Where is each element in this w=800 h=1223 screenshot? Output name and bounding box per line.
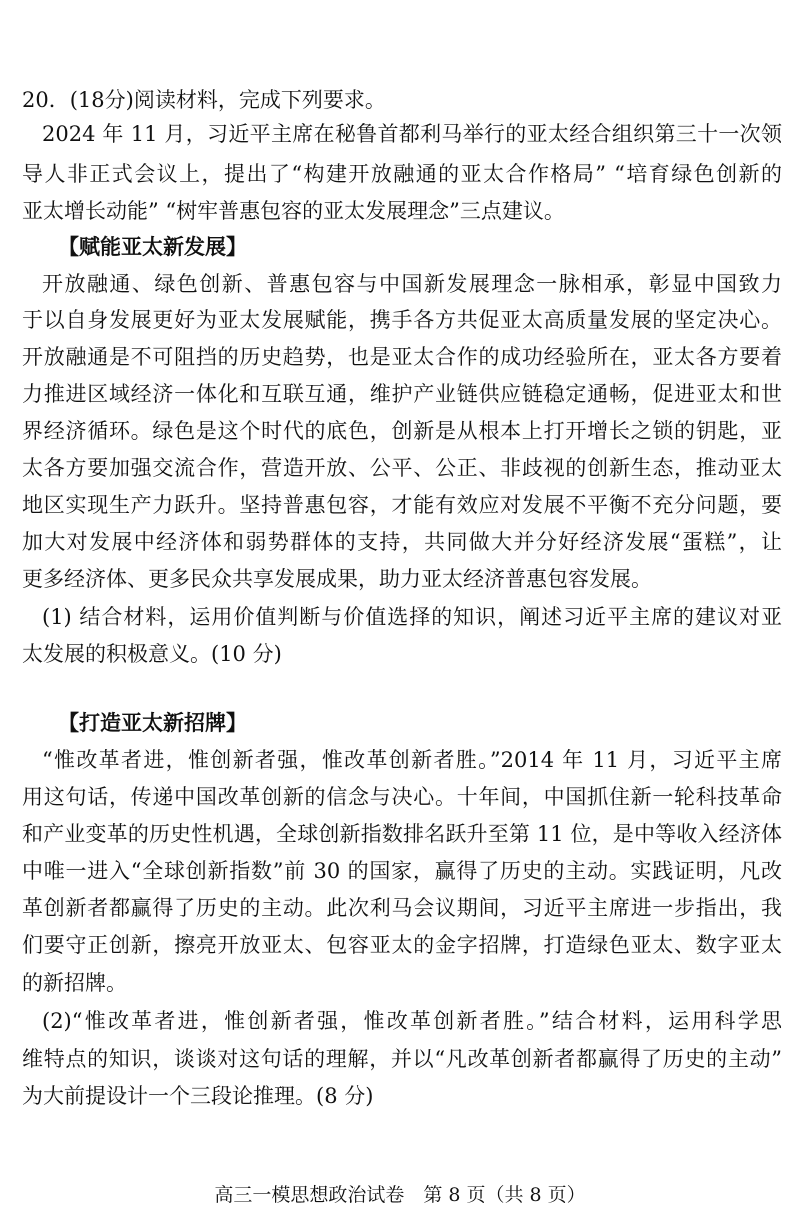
intro-line: 2024 年 11 月，习近平主席在秘鲁首都利马举行的亚太经合组织第三十一次领 [42,122,782,146]
material-line: 更多经济体、更多民众共享发展成果，助力亚太经济普惠包容发展。 [22,567,652,591]
material-line: 太各方要加强交流合作，营造开放、公平、公正、非歧视的创新生态，推动亚太 [22,456,782,480]
material-line: 的新招牌。 [22,971,127,995]
material-line: 们要守正创新，擦亮开放亚太、包容亚太的金字招牌，打造绿色亚太、数字亚太 [22,933,782,957]
sub-question: 为大前提设计一个三段论推理。(8 分) [22,1084,374,1108]
material-line: 中唯一进入“全球创新指数”前 30 的国家，赢得了历史的主动。实践证明，凡改 [22,859,782,883]
material-line: 于以自身发展更好为亚太发展赋能，携手各方共促亚太高质量发展的坚定决心。 [22,308,782,332]
page-footer: 高三一模思想政治试卷 第 8 页（共 8 页） [214,1184,586,1206]
intro-line: 亚太增长动能” “树牢普惠包容的亚太发展理念”三点建议。 [22,199,565,223]
material-line: 加大对发展中经济体和弱势群体的支持，共同做大并分好经济发展“蛋糕”，让 [22,530,782,554]
material-line: 革创新者都赢得了历史的主动。此次利马会议期间，习近平主席进一步指出，我 [22,896,782,920]
section-heading: 【赋能亚太新发展】 [58,234,247,259]
material-line: 界经济循环。绿色是这个时代的底色，创新是从根本上打开增长之锁的钥匙，亚 [22,419,782,443]
section-heading: 【打造亚太新招牌】 [58,710,247,735]
material-line: 开放融通是不可阻挡的历史趋势，也是亚太合作的成功经验所在，亚太各方要着 [22,345,782,369]
sub-question: (1) 结合材料，运用价值判断与价值选择的知识，阐述习近平主席的建议对亚 [42,605,782,629]
material-line: 用这句话，传递中国改革创新的信念与决心。十年间，中国抓住新一轮科技革命 [22,785,782,809]
material-line: “惟改革者进，惟创新者强，惟改革创新者胜。”2014 年 11 月，习近平主席 [42,748,782,772]
sub-question: (2)“惟改革者进，惟创新者强，惟改革创新者胜。”结合材料，运用科学思 [42,1009,782,1033]
question-title: 20．(18分)阅读材料，完成下列要求。 [22,88,386,112]
intro-line: 导人非正式会议上，提出了“构建开放融通的亚太合作格局” “培育绿色创新的 [22,162,782,186]
material-line: 开放融通、绿色创新、普惠包容与中国新发展理念一脉相承，彰显中国致力 [42,272,782,296]
material-line: 力推进区域经济一体化和互联互通，维护产业链供应链稳定通畅，促进亚太和世 [22,382,782,406]
material-line: 和产业变革的历史性机遇，全球创新指数排名跃升至第 11 位，是中等收入经济体 [22,822,782,846]
sub-question: 太发展的积极意义。(10 分) [22,642,282,666]
sub-question: 维特点的知识，谈谈对这句话的理解，并以“凡改革创新者都赢得了历史的主动” [22,1047,782,1071]
material-line: 地区实现生产力跃升。坚持普惠包容，才能有效应对发展不平衡不充分问题，要 [22,493,782,517]
